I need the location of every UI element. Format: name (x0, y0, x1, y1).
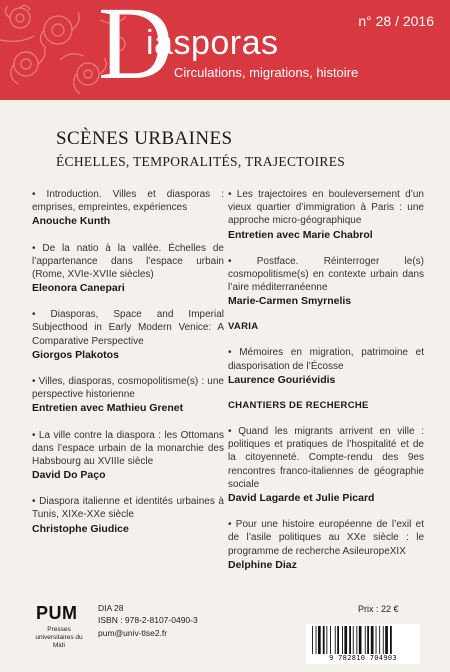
toc-entry (228, 188, 424, 242)
entry-author: Entretien avec Mathieu Grenet (32, 402, 184, 415)
publication-info (98, 602, 198, 639)
entry-author: Eleonora Canepari (32, 282, 125, 295)
journal-subtitle: Circulations, migrations, histoire (174, 65, 359, 80)
entry-author: Delphine Diaz (228, 558, 297, 571)
publisher-name: Presses universitaires du Midi (35, 626, 83, 649)
toc-entry (32, 242, 224, 296)
entry-title: • La ville contre la diaspora : les Ottomans dans l’espace urbain de la monarchie des Habsbourg au XVIIIe siècle (32, 429, 224, 467)
toc-entry (32, 188, 224, 229)
toc-entry (228, 518, 424, 572)
isbn: ISBN : 978-2-8107-0490-3 (98, 615, 198, 626)
publisher-logo: PUM (36, 603, 78, 623)
issue-number: n° 28 / 2016 (358, 13, 434, 29)
entry-title: • De la natio à la vallée. Échelles de l’appartenance dans l’espace urbain (Rome, XVIe-XVIIe siècles) (32, 242, 224, 280)
journal-header (0, 0, 450, 100)
entry-title: • Diaspora italienne et identités urbaines à Tunis, XIXe-XXe siècle (32, 496, 224, 521)
issue-title: SCÈNES URBAINES (56, 128, 233, 149)
entry-title: • Diasporas, Space and Imperial Subjecthood in Early Modern Venice: A Comparative Perspective (32, 309, 224, 347)
logo-initial: D (98, 0, 174, 100)
entry-title: • Quand les migrants arrivent en ville : politiques et pratiques de l’hospitalité et de la citoyenneté. Compte-rendu des 9es rencontres franco-italiennes de géographie sociale (228, 426, 424, 490)
toc-entry (32, 308, 224, 362)
entry-title: • Introduction. Villes et diasporas : emprises, empreintes, expériences (32, 189, 224, 214)
toc-entry (228, 346, 424, 387)
issue-subtitle: ÉCHELLES, TEMPORALITÉS, TRAJECTOIRES (56, 153, 346, 169)
section-heading-varia: VARIA (228, 321, 259, 333)
toc-entry (228, 425, 424, 505)
issue-title-block (56, 128, 345, 170)
entry-title: • Villes, diasporas, cosmopolitisme(s) : une perspective historienne (32, 376, 224, 401)
entry-author: Christophe Giudice (32, 522, 129, 535)
toc-entry (32, 375, 224, 416)
toc-entry (32, 495, 224, 536)
price: Prix : 22 € (358, 604, 399, 614)
entry-title: • Les trajectoires en bouleversement d’un vieux quartier d’immigration à Paris : une approche micro-géographique (228, 189, 424, 227)
entry-title: • Mémoires en migration, patrimoine et diasporisation de l’Écosse (228, 347, 424, 372)
entry-author: Marie-Carmen Smyrnelis (228, 295, 352, 308)
toc-entry (32, 429, 224, 483)
back-cover-footer (0, 592, 450, 672)
entry-author: David Do Paço (32, 469, 106, 482)
entry-author: Giorgos Plakotos (32, 348, 119, 361)
contents-right-column (228, 188, 424, 585)
entry-title: • Postface. Réinterroger le(s) cosmopolitisme(s) en contexte urbain dans l’aire méditerranéenne (228, 255, 424, 294)
barcode-digits: 9 782810 704903 (306, 654, 420, 662)
toc-entry (228, 255, 424, 309)
contents-left-column (32, 188, 224, 549)
publisher-email: pum@univ-tlse2.fr (98, 627, 168, 638)
entry-author: David Lagarde et Julie Picard (228, 491, 375, 504)
entry-author: Anouche Kunth (32, 215, 111, 228)
entry-title: • Pour une histoire européenne de l’exil et de l’asile politiques au XXe siècle : le programme de recherche AsileuropeXIX (228, 519, 424, 557)
entry-author: Laurence Gouriévidis (228, 373, 336, 386)
dia-number: DIA 28 (98, 603, 124, 613)
section-heading-chantiers: CHANTIERS DE RECHERCHE (228, 400, 369, 412)
logo-text: iasporas (146, 24, 279, 62)
entry-author: Entretien avec Marie Chabrol (228, 228, 373, 241)
